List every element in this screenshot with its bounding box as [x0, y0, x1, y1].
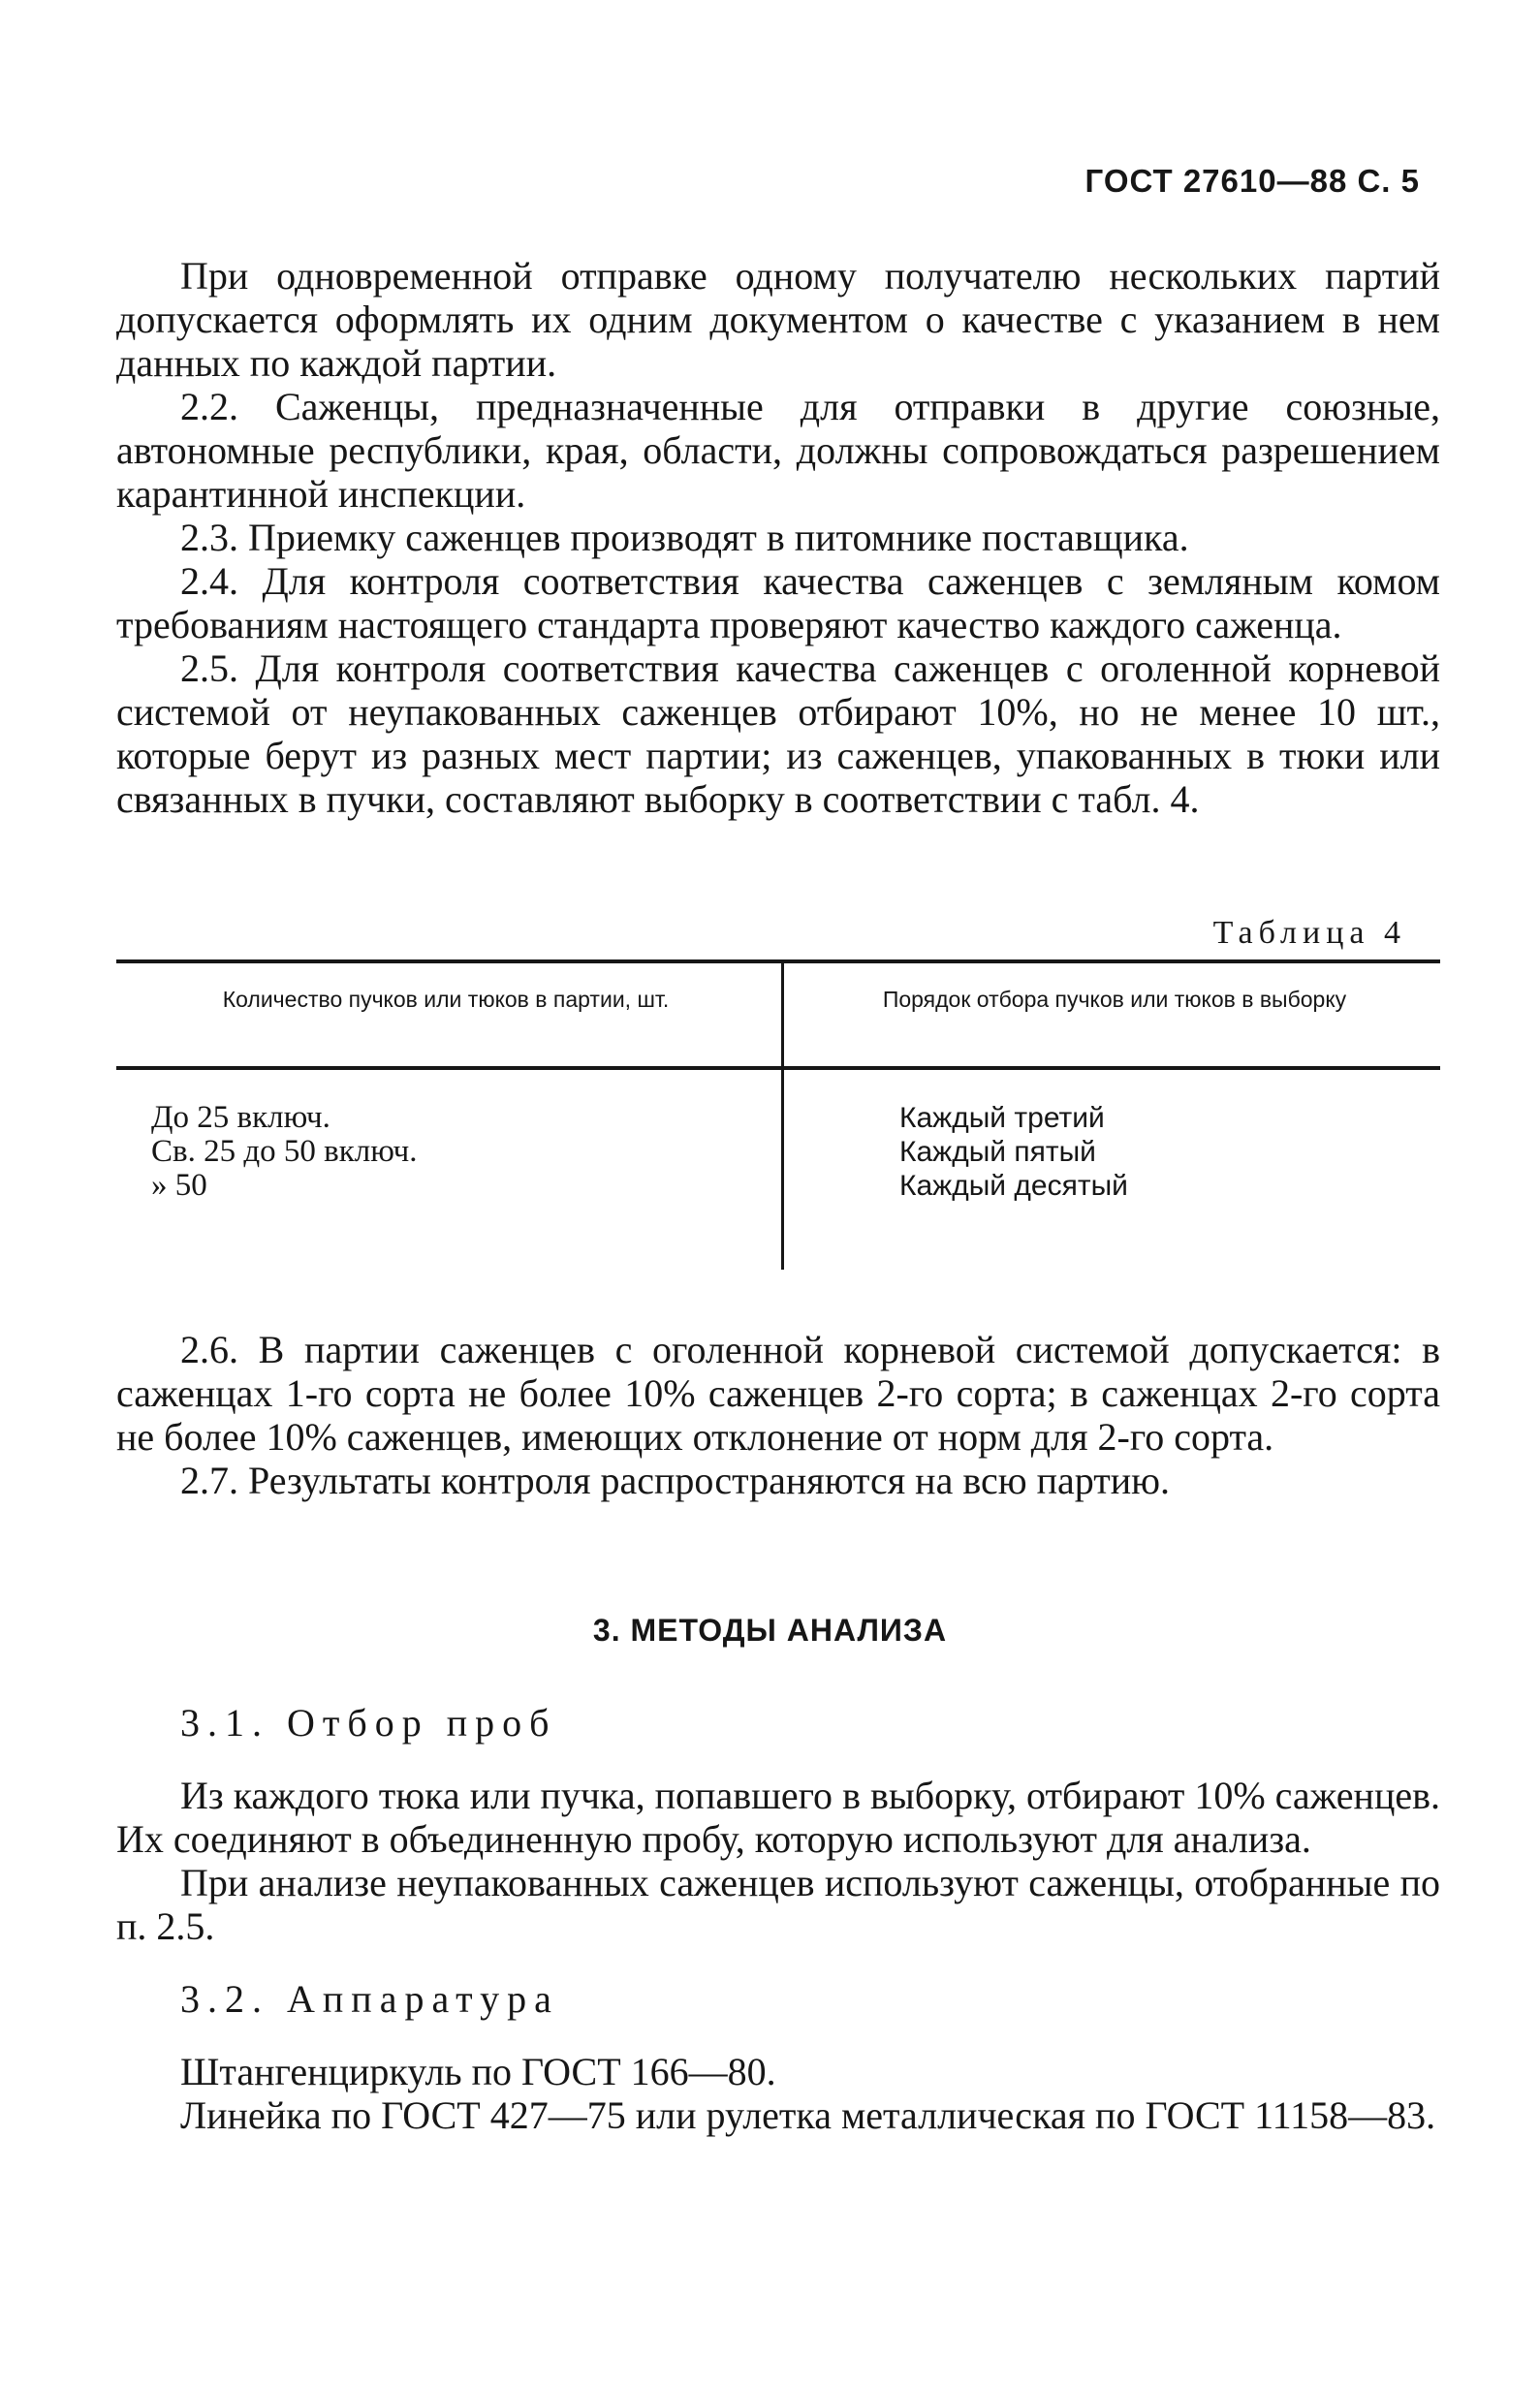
paragraph-2-2: 2.2. Саженцы, предназначенные для отправки в другие союзные, автономные республики, края, области, должны сопровождаться разрешением карантинной инспекции.	[116, 385, 1440, 516]
paragraph-2-6: 2.6. В партии саженцев с оголенной корневой системой допускается: в саженцах 1-го сорта не более 10% саженцев 2-го сорта; в саженцах 2-го сорта не более 10% саженцев, имеющих отклонение от норм для 2-го сорта.	[116, 1328, 1440, 1459]
paragraph-2-3: 2.3. Приемку саженцев производят в питомнике поставщика.	[180, 516, 1189, 559]
top-text-block	[116, 254, 1440, 821]
methods-text-block	[116, 1701, 1440, 2137]
spacer	[116, 1948, 1440, 1977]
table-header-rule	[116, 1066, 1440, 1070]
paragraph-2-4: 2.4. Для контроля соответствия качества саженцев с земляным комом требованиям настоящего стандарта проверяют качество каждого саженца.	[116, 559, 1440, 646]
table-column-selection	[899, 1101, 1128, 1203]
table-cell: Св. 25 до 50 включ.	[151, 1134, 418, 1169]
table-cell: Каждый пятый	[899, 1136, 1096, 1168]
table-caption: Таблица 4	[1212, 915, 1406, 951]
paragraph-2-5: 2.5. Для контроля соответствия качества саженцев с оголенной корневой системой от неупакованных саженцев отбирают 10%, но не менее 10 шт., которые берут из разных мест партии; из саженцев, упакованных в тюки или связанных в пучки, составляют выборку в соответствии с табл. 4.	[116, 646, 1440, 821]
page-header: ГОСТ 27610—88 С. 5	[1084, 163, 1420, 199]
section-title: 3. МЕТОДЫ АНАЛИЗА	[592, 1613, 948, 1648]
table-cell: До 25 включ.	[151, 1100, 330, 1135]
table-column-quantity	[151, 1101, 417, 1203]
paragraph: При одновременной отправке одному получателю нескольких партий допускается оформлять их одним документом о качестве с указанием в нем данных по каждой партии.	[116, 254, 1440, 385]
paragraph-2-7: 2.7. Результаты контроля распространяются на всю партию.	[180, 1459, 1171, 1502]
middle-text-block	[116, 1328, 1440, 1502]
subsection-heading-3-2: 3.2. Аппаратура	[180, 1977, 559, 2021]
table-column-divider	[781, 963, 784, 1270]
table-cell: » 50	[151, 1168, 207, 1203]
table-top-rule	[116, 959, 1440, 963]
paragraph-3-1-b: При анализе неупакованных саженцев используют саженцы, отобранные по п. 2.5.	[116, 1861, 1440, 1948]
paragraph-3-1-a: Из каждого тюка или пучка, попавшего в выборку, отбирают 10% саженцев. Их соединяют в объединенную пробу, которую используют для анализа.	[116, 1774, 1440, 1861]
subsection-heading-3-1: 3.1. Отбор проб	[180, 1701, 557, 1745]
table-cell: Каждый десятый	[899, 1170, 1128, 1202]
table-header-selection-order: Порядок отбора пучков или тюков в выборку	[882, 987, 1347, 1012]
table-cell: Каждый третий	[899, 1102, 1105, 1134]
paragraph-3-2-b: Линейка по ГОСТ 427—75 или рулетка металлическая по ГОСТ 11158—83.	[180, 2093, 1436, 2137]
table-4	[116, 959, 1440, 1279]
table-header-quantity: Количество пучков или тюков в партии, шт.	[222, 987, 670, 1012]
paragraph-3-2-a: Штангенциркуль по ГОСТ 166—80.	[180, 2050, 776, 2093]
